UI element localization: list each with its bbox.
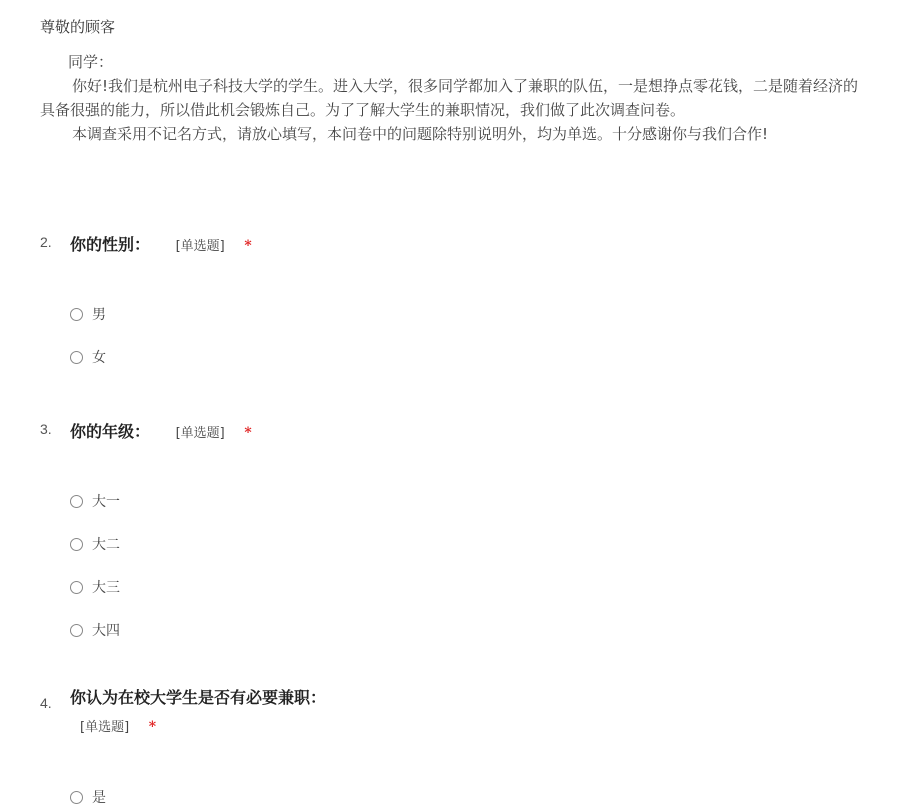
intro-paragraph-1: 你好!我们是杭州电子科技大学的学生。进入大学，很多同学都加入了兼职的队伍，一是想挣点零花钱，二是随着经济的 (72, 77, 859, 95)
question-title (70, 685, 326, 708)
question-meta (80, 716, 156, 735)
radio-button[interactable] (70, 495, 83, 508)
question-title-text: 你认为在校大学生是否有必要兼职： (70, 688, 327, 707)
radio-button[interactable] (70, 624, 83, 637)
option-yes[interactable] (70, 787, 106, 807)
option-label: 大四 (92, 623, 120, 639)
question-gender (40, 230, 900, 370)
required-marker: * (244, 425, 252, 441)
option-label: 男 (92, 307, 106, 323)
question-type-label: [单选题] (175, 239, 225, 254)
option-female[interactable] (70, 347, 106, 367)
question-number: 4. (40, 695, 52, 711)
required-marker: * (244, 238, 252, 254)
survey-greeting: 尊敬的顾客 (40, 18, 116, 36)
question-title (70, 232, 252, 255)
option-label: 大二 (92, 537, 120, 553)
option-year-1[interactable] (70, 491, 120, 511)
question-number: 3. (40, 421, 52, 437)
radio-button[interactable] (70, 351, 83, 364)
option-male[interactable] (70, 304, 106, 324)
intro-paragraph-2: 本调查采用不记名方式，请放心填写，本问卷中的问题除特别说明外，均为单选。十分感谢你与我们合作! (72, 125, 769, 143)
question-number: 2. (40, 234, 52, 250)
option-year-3[interactable] (70, 577, 120, 597)
question-type-label: [单选题] (175, 426, 225, 441)
option-label: 女 (92, 350, 106, 366)
option-label: 是 (92, 790, 106, 806)
radio-button[interactable] (70, 791, 83, 804)
required-marker: * (148, 719, 157, 735)
question-type-label: [单选题] (80, 720, 130, 735)
question-grade (40, 417, 900, 647)
question-title-text: 你的年级： (70, 422, 151, 441)
option-year-4[interactable] (70, 620, 120, 640)
question-title (70, 419, 252, 442)
intro-salutation: 同学： (68, 53, 114, 71)
radio-button[interactable] (70, 538, 83, 551)
question-title-text: 你的性别： (70, 235, 151, 254)
intro-paragraph-1-cont: 具备很强的能力，所以借此机会锻炼自己。为了了解大学生的兼职情况，我们做了此次调查问卷。 (40, 101, 686, 119)
question-part-time-necessity (40, 685, 900, 806)
radio-button[interactable] (70, 308, 83, 321)
radio-button[interactable] (70, 581, 83, 594)
option-year-2[interactable] (70, 534, 120, 554)
option-label: 大三 (92, 580, 120, 596)
survey-intro (40, 50, 900, 146)
option-label: 大一 (92, 494, 120, 510)
